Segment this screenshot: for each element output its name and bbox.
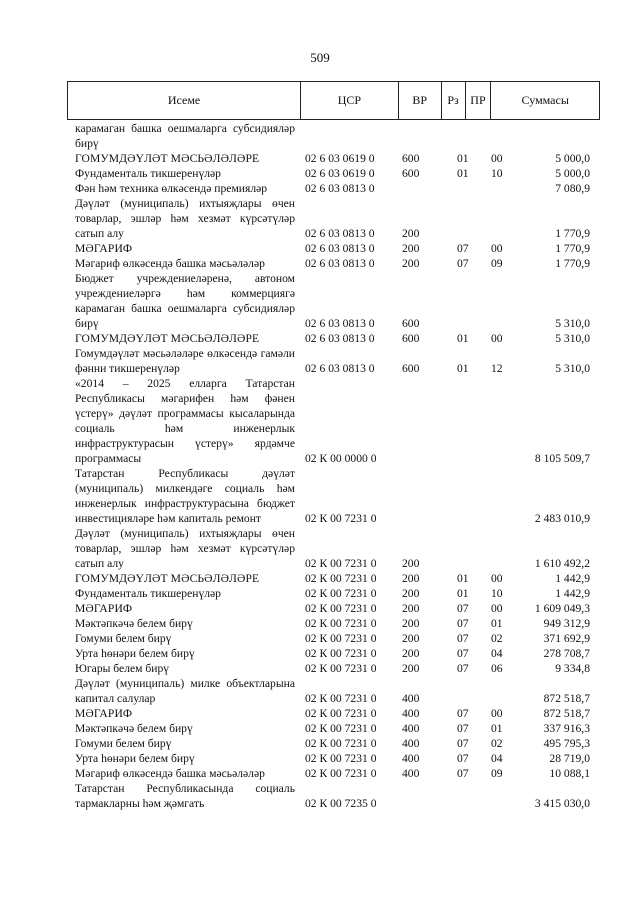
row-sum: 872 518,7 xyxy=(543,692,590,705)
row-vr: 200 xyxy=(402,257,420,270)
row-name: Фундаменталь тикшеренүләр xyxy=(75,587,221,600)
row-rz: 07 xyxy=(457,662,469,675)
row-csr: 02 К 00 7231 0 xyxy=(305,752,377,765)
table-row xyxy=(75,646,590,661)
row-vr: 200 xyxy=(402,647,420,660)
header-csr: ЦСР xyxy=(300,82,398,119)
row-csr: 02 6 03 0813 0 xyxy=(305,182,375,195)
row-name: Мәктәпкәчә белем бирү xyxy=(75,617,193,630)
table-row xyxy=(75,346,590,376)
row-sum: 9 334,8 xyxy=(555,662,590,675)
row-csr: 02 К 00 0000 0 xyxy=(305,452,377,465)
table-header xyxy=(67,81,600,120)
row-vr: 400 xyxy=(402,767,420,780)
row-sum: 337 916,3 xyxy=(543,722,590,735)
row-sum: 7 080,9 xyxy=(555,182,590,195)
row-rz: 07 xyxy=(457,737,469,750)
header-name: Исеме xyxy=(167,93,201,107)
row-pr: 00 xyxy=(491,152,503,165)
row-name: ГОМУМДӘҮЛӘТ МӘСЬӘЛӘЛӘРЕ xyxy=(75,332,260,345)
row-pr: 02 xyxy=(491,737,503,750)
row-sum: 5 000,0 xyxy=(555,152,590,165)
row-rz: 07 xyxy=(457,647,469,660)
table-row xyxy=(75,736,590,751)
row-vr: 200 xyxy=(402,227,420,240)
table-row xyxy=(75,751,590,766)
row-vr: 400 xyxy=(402,722,420,735)
row-csr: 02 6 03 0813 0 xyxy=(305,257,375,270)
row-name: Бюджет учреждениеләренә, автоном учреждениеләргә һәм коммерциягә карамаган башка оешмаларга субсидияләр бирү xyxy=(75,272,295,330)
row-sum: 1 770,9 xyxy=(555,227,590,240)
row-name: ГОМУМДӘҮЛӘТ МӘСЬӘЛӘЛӘРЕ xyxy=(75,152,260,165)
table-row xyxy=(75,631,590,646)
row-sum: 10 088,1 xyxy=(549,767,590,780)
table-row xyxy=(75,121,590,151)
row-vr: 200 xyxy=(402,602,420,615)
row-csr: 02 6 03 0813 0 xyxy=(305,317,375,330)
row-pr: 00 xyxy=(491,707,503,720)
row-sum: 495 795,3 xyxy=(543,737,590,750)
row-name: Мәгариф өлкәсендә башка мәсьәләләр xyxy=(75,257,265,270)
row-pr: 09 xyxy=(491,257,503,270)
row-vr: 200 xyxy=(402,617,420,630)
row-csr: 02 К 00 7231 0 xyxy=(305,557,377,570)
row-pr: 12 xyxy=(491,362,503,375)
row-rz: 01 xyxy=(457,587,469,600)
table-row xyxy=(75,151,590,166)
row-csr: 02 К 00 7231 0 xyxy=(305,512,377,525)
row-csr: 02 К 00 7231 0 xyxy=(305,767,377,780)
row-name: МӘГАРИФ xyxy=(75,242,133,255)
row-name: МӘГАРИФ xyxy=(75,602,133,615)
row-vr: 400 xyxy=(402,692,420,705)
row-sum: 2 483 010,9 xyxy=(534,512,590,525)
table-row xyxy=(75,661,590,676)
row-name: Гомумдәүләт мәсьәләләре өлкәсендә гамәли фәнни тикшеренүләр xyxy=(75,347,295,375)
row-name: Гомуми белем бирү xyxy=(75,632,172,645)
row-pr: 02 xyxy=(491,632,503,645)
row-csr: 02 К 00 7231 0 xyxy=(305,737,377,750)
table-row xyxy=(75,196,590,241)
row-csr: 02 6 03 0619 0 xyxy=(305,167,375,180)
header-vr: ВР xyxy=(398,82,441,119)
row-sum: 872 518,7 xyxy=(543,707,590,720)
row-pr: 01 xyxy=(491,617,503,630)
row-sum: 1 770,9 xyxy=(555,257,590,270)
row-vr: 400 xyxy=(402,707,420,720)
row-name: Мәгариф өлкәсендә башка мәсьәләләр xyxy=(75,767,265,780)
row-vr: 600 xyxy=(402,317,420,330)
table-body xyxy=(75,121,590,811)
table-row xyxy=(75,271,590,331)
row-vr: 400 xyxy=(402,752,420,765)
row-sum: 278 708,7 xyxy=(543,647,590,660)
table-row xyxy=(75,586,590,601)
row-name: Мәктәпкәчә белем бирү xyxy=(75,722,193,735)
row-pr: 00 xyxy=(491,572,503,585)
row-name: Фундаменталь тикшеренүләр xyxy=(75,167,221,180)
row-csr: 02 К 00 7231 0 xyxy=(305,647,377,660)
table-row xyxy=(75,721,590,736)
row-pr: 09 xyxy=(491,767,503,780)
row-csr: 02 К 00 7231 0 xyxy=(305,707,377,720)
row-name: Югары белем бирү xyxy=(75,662,170,675)
row-csr: 02 К 00 7235 0 xyxy=(305,797,377,810)
row-rz: 01 xyxy=(457,362,469,375)
row-name: МӘГАРИФ xyxy=(75,707,133,720)
row-vr: 200 xyxy=(402,587,420,600)
row-sum: 5 310,0 xyxy=(555,362,590,375)
row-sum: 3 415 030,0 xyxy=(534,797,590,810)
row-name: Татарстан Республикасы дәүләт (муниципаль) милкендәге социаль һәм инженерлык инфраструктурасына бюджет инвестицияләре һәм капиталь ремонт xyxy=(75,467,295,525)
row-sum: 1 442,9 xyxy=(555,587,590,600)
row-csr: 02 К 00 7231 0 xyxy=(305,587,377,600)
table-row xyxy=(75,241,590,256)
table-row xyxy=(75,331,590,346)
row-rz: 01 xyxy=(457,572,469,585)
row-sum: 1 442,9 xyxy=(555,572,590,585)
row-pr: 04 xyxy=(491,752,503,765)
row-vr: 400 xyxy=(402,737,420,750)
row-name: Гомуми белем бирү xyxy=(75,737,172,750)
row-vr: 600 xyxy=(402,362,420,375)
row-rz: 01 xyxy=(457,332,469,345)
header-sum: Суммасы xyxy=(490,82,599,119)
row-pr: 00 xyxy=(491,242,503,255)
row-pr: 00 xyxy=(491,332,503,345)
table-row xyxy=(75,706,590,721)
row-sum: 1 609 049,3 xyxy=(534,602,590,615)
row-rz: 07 xyxy=(457,632,469,645)
row-name: Урта һөнәри белем бирү xyxy=(75,752,195,765)
row-sum: 371 692,9 xyxy=(543,632,590,645)
row-pr: 04 xyxy=(491,647,503,660)
header-pr: ПР xyxy=(465,82,491,119)
row-vr: 200 xyxy=(402,557,420,570)
row-name: ГОМУМДӘҮЛӘТ МӘСЬӘЛӘЛӘРЕ xyxy=(75,572,260,585)
row-rz: 07 xyxy=(457,617,469,630)
row-vr: 200 xyxy=(402,662,420,675)
row-pr: 01 xyxy=(491,722,503,735)
row-rz: 07 xyxy=(457,707,469,720)
row-pr: 00 xyxy=(491,602,503,615)
row-rz: 07 xyxy=(457,722,469,735)
row-sum: 5 310,0 xyxy=(555,332,590,345)
header-rz: Рз xyxy=(441,82,465,119)
row-name: карамаган башка оешмаларга субсидияләр бирү xyxy=(75,122,295,150)
table-row xyxy=(75,571,590,586)
row-csr: 02 К 00 7231 0 xyxy=(305,722,377,735)
row-name: Урта һөнәри белем бирү xyxy=(75,647,195,660)
row-sum: 28 719,0 xyxy=(549,752,590,765)
table-row xyxy=(75,466,590,526)
row-vr: 200 xyxy=(402,572,420,585)
table-row xyxy=(75,616,590,631)
table-row xyxy=(75,766,590,781)
row-vr: 200 xyxy=(402,242,420,255)
row-pr: 06 xyxy=(491,662,503,675)
table-row xyxy=(75,781,590,811)
row-csr: 02 6 03 0813 0 xyxy=(305,362,375,375)
row-sum: 1 770,9 xyxy=(555,242,590,255)
row-rz: 07 xyxy=(457,257,469,270)
row-csr: 02 К 00 7231 0 xyxy=(305,692,377,705)
row-name: Дәүләт (муниципаль) ихтыяҗлары өчен товарлар, эшләр һәм хезмәт күрсәтүләр сатып алу xyxy=(75,527,295,570)
row-csr: 02 К 00 7231 0 xyxy=(305,662,377,675)
row-csr: 02 6 03 0813 0 xyxy=(305,242,375,255)
row-rz: 07 xyxy=(457,767,469,780)
row-pr: 10 xyxy=(491,587,503,600)
row-sum: 5 310,0 xyxy=(555,317,590,330)
row-rz: 01 xyxy=(457,167,469,180)
row-rz: 07 xyxy=(457,752,469,765)
row-csr: 02 6 03 0813 0 xyxy=(305,332,375,345)
table-row xyxy=(75,376,590,466)
row-vr: 600 xyxy=(402,167,420,180)
row-name: Дәүләт (муниципаль) ихтыяҗлары өчен товарлар, эшләр һәм хезмәт күрсәтүләр сатып алу xyxy=(75,197,295,240)
row-sum: 5 000,0 xyxy=(555,167,590,180)
row-rz: 07 xyxy=(457,602,469,615)
row-csr: 02 К 00 7231 0 xyxy=(305,632,377,645)
row-name: «2014 – 2025 елларга Татарстан Республикасы мәгарифен һәм фәнен үстерү» дәүләт программасы кысаларында социаль һәм инженерлык инфраструктурасын үстерү» ярдәмче программасы xyxy=(75,377,295,465)
table-row xyxy=(75,166,590,181)
row-name: Дәүләт (муниципаль) милке объектларына капитал салулар xyxy=(75,677,295,705)
row-vr: 600 xyxy=(402,152,420,165)
row-rz: 07 xyxy=(457,242,469,255)
row-csr: 02 6 03 0619 0 xyxy=(305,152,375,165)
row-vr: 200 xyxy=(402,632,420,645)
row-sum: 1 610 492,2 xyxy=(534,557,590,570)
table-row xyxy=(75,181,590,196)
table-row xyxy=(75,601,590,616)
page-number: 509 xyxy=(310,50,330,65)
row-csr: 02 6 03 0813 0 xyxy=(305,227,375,240)
row-name: Фән һәм техника өлкәсендә премияләр xyxy=(75,182,268,195)
table-row xyxy=(75,256,590,271)
row-csr: 02 К 00 7231 0 xyxy=(305,572,377,585)
row-csr: 02 К 00 7231 0 xyxy=(305,602,377,615)
row-sum: 8 105 509,7 xyxy=(534,452,590,465)
row-rz: 01 xyxy=(457,152,469,165)
row-vr: 600 xyxy=(402,332,420,345)
row-csr: 02 К 00 7231 0 xyxy=(305,617,377,630)
row-name: Татарстан Республикасында социаль тармакларны һәм җәмгать xyxy=(75,782,295,810)
row-pr: 10 xyxy=(491,167,503,180)
table-row xyxy=(75,526,590,571)
row-sum: 949 312,9 xyxy=(543,617,590,630)
table-row xyxy=(75,676,590,706)
